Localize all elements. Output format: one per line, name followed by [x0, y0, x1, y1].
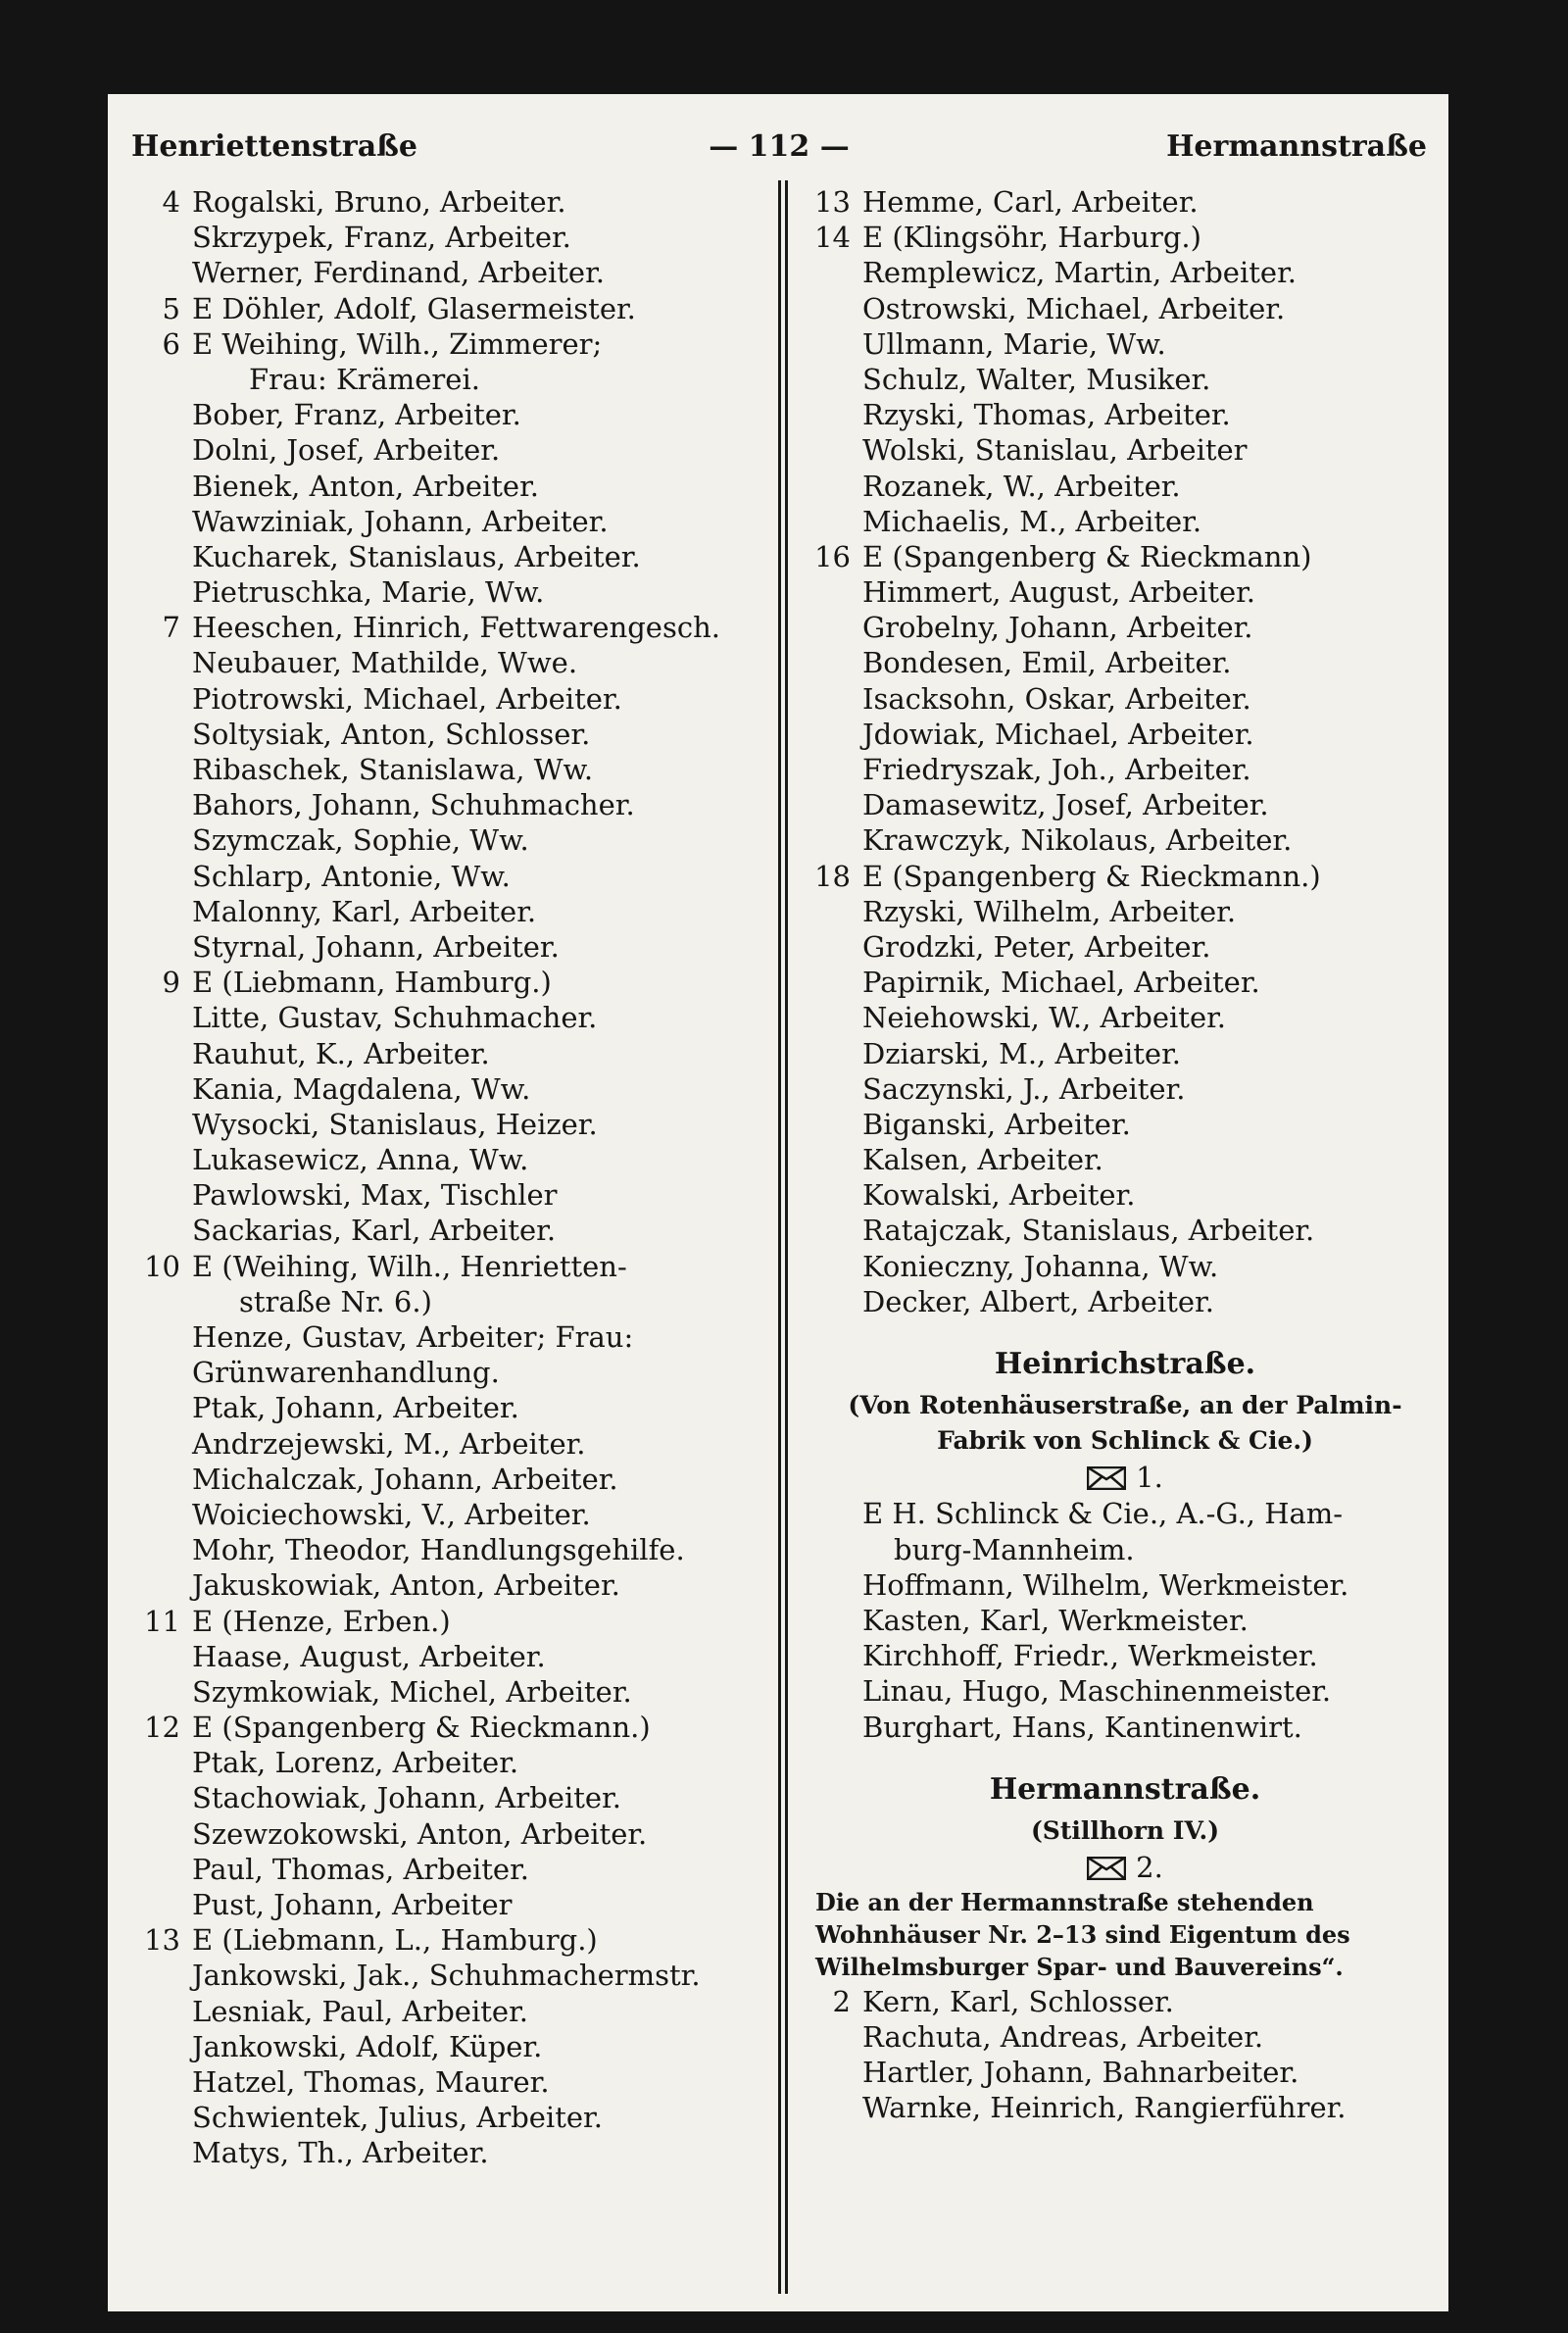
directory-entry	[123, 1710, 770, 1745]
directory-entry	[123, 362, 770, 397]
resident-text: Styrnal, Johann, Arbeiter.	[192, 929, 560, 964]
directory-entry	[123, 1639, 770, 1674]
directory-entry	[811, 1036, 1439, 1071]
resident-text: Ullmann, Marie, Ww.	[862, 326, 1166, 361]
directory-entry	[811, 1284, 1439, 1319]
directory-entry	[811, 574, 1439, 610]
directory-entry	[811, 397, 1439, 432]
resident-text: Sackarias, Karl, Arbeiter.	[192, 1214, 557, 1248]
directory-entry	[811, 965, 1439, 1000]
house-number: 13	[814, 185, 851, 219]
directory-entry	[123, 1922, 770, 1958]
resident-text: Lukasewicz, Anna, Ww.	[192, 1143, 529, 1177]
resident-text: Litte, Gustav, Schuhmacher.	[192, 1001, 598, 1035]
envelope-icon	[1087, 1857, 1126, 1880]
resident-text: Rauhut, K., Arbeiter.	[192, 1036, 490, 1070]
hermann-postal-district: 2.	[811, 1849, 1439, 1886]
directory-entry	[811, 469, 1439, 504]
directory-entry	[811, 362, 1439, 397]
directory-entry	[811, 1249, 1439, 1284]
resident-text: Kania, Magdalena, Ww.	[192, 1071, 531, 1106]
directory-entry	[123, 681, 770, 717]
directory-entry	[811, 504, 1439, 539]
directory-entry	[811, 1107, 1439, 1142]
house-number: 2	[832, 1984, 851, 2018]
resident-text: Rzyski, Thomas, Arbeiter.	[862, 398, 1231, 432]
resident-text: Ptak, Lorenz, Arbeiter.	[192, 1746, 519, 1780]
resident-text: Grobelny, Johann, Arbeiter.	[862, 611, 1253, 645]
resident-text: Hemme, Carl, Arbeiter.	[862, 185, 1199, 219]
house-number: 4	[162, 185, 180, 219]
resident-text: E (Spangenberg & Rieckmann)	[862, 539, 1312, 573]
resident-text: Papirnik, Michael, Arbeiter.	[862, 966, 1260, 1000]
resident-text: E (Liebmann, L., Hamburg.)	[192, 1923, 598, 1958]
directory-entry	[123, 1319, 770, 1355]
resident-text: E (Spangenberg & Rieckmann.)	[862, 859, 1321, 893]
directory-entry	[123, 1177, 770, 1213]
directory-entry	[123, 574, 770, 610]
house-number: 12	[144, 1711, 180, 1745]
resident-text: Michaelis, M., Arbeiter.	[862, 504, 1202, 538]
resident-text: Konieczny, Johanna, Ww.	[862, 1249, 1219, 1283]
directory-entry	[811, 822, 1439, 858]
resident-text: Kasten, Karl, Werkmeister.	[862, 1603, 1249, 1637]
resident-text: Henze, Gustav, Arbeiter; Frau:	[192, 1320, 634, 1354]
directory-entry	[811, 326, 1439, 362]
directory-entry	[811, 752, 1439, 787]
directory-entry	[811, 859, 1439, 894]
header-street-left: Henriettenstraße	[131, 129, 418, 164]
directory-entry	[811, 681, 1439, 717]
directory-entry	[123, 894, 770, 929]
resident-text: Pietruschka, Marie, Ww.	[192, 575, 545, 610]
directory-entry	[811, 2090, 1439, 2125]
directory-entry	[123, 752, 770, 787]
directory-entry	[123, 1462, 770, 1497]
resident-text: Himmert, August, Arbeiter.	[862, 575, 1256, 610]
page-number: — 112 —	[709, 129, 850, 164]
directory-entry	[123, 929, 770, 965]
directory-entry	[811, 610, 1439, 645]
hermann-heading: Hermannstraße.	[989, 1771, 1261, 1807]
directory-entry	[123, 469, 770, 504]
resident-text: Rogalski, Bruno, Arbeiter.	[192, 185, 566, 219]
resident-text: Saczynski, J., Arbeiter.	[862, 1071, 1186, 1106]
resident-text: Rozanek, W., Arbeiter.	[862, 469, 1181, 503]
resident-text: Wysocki, Stanislaus, Heizer.	[192, 1107, 598, 1141]
resident-text: Rzyski, Wilhelm, Arbeiter.	[862, 894, 1237, 928]
heinrich-postal-district: 1.	[811, 1459, 1439, 1496]
directory-entry	[811, 1567, 1439, 1603]
resident-text: Wolski, Stanislau, Arbeiter	[862, 433, 1248, 468]
resident-text: Burghart, Hans, Kantinenwirt.	[862, 1710, 1302, 1744]
resident-text: Frau: Krämerei.	[249, 362, 480, 396]
resident-text: Biganski, Arbeiter.	[862, 1107, 1131, 1141]
directory-entry	[811, 1673, 1439, 1709]
directory-entry	[123, 859, 770, 894]
directory-entry	[123, 1497, 770, 1532]
resident-text: Andrzejewski, M., Arbeiter.	[192, 1426, 586, 1461]
resident-text: Woiciechowski, V., Arbeiter.	[192, 1497, 591, 1531]
resident-text: Jankowski, Adolf, Küper.	[192, 2029, 543, 2063]
resident-text: Warnke, Heinrich, Rangierführer.	[862, 2091, 1347, 2125]
house-number: 16	[814, 539, 851, 573]
directory-entry	[123, 645, 770, 680]
resident-text: Pawlowski, Max, Tischler	[192, 1178, 558, 1213]
left-column	[123, 184, 770, 2171]
resident-text: Hartler, Johann, Bahnarbeiter.	[862, 2056, 1299, 2090]
directory-entry	[811, 432, 1439, 468]
directory-entry	[123, 1249, 770, 1284]
column-divider	[778, 180, 788, 2294]
directory-entry	[123, 326, 770, 362]
directory-entry	[123, 1852, 770, 1887]
directory-entry	[123, 1107, 770, 1142]
directory-entry	[123, 1036, 770, 1071]
directory-entry	[123, 184, 770, 220]
resident-text: Szymkowiak, Michel, Arbeiter.	[192, 1674, 632, 1709]
house-number: 6	[162, 326, 180, 361]
resident-text: Jdowiak, Michael, Arbeiter.	[862, 717, 1254, 751]
directory-entry	[811, 1177, 1439, 1213]
resident-text: Szymczak, Sophie, Ww.	[192, 823, 529, 858]
resident-text: burg-Mannheim.	[894, 1532, 1135, 1566]
resident-text: Neiehowski, W., Arbeiter.	[862, 1001, 1227, 1035]
resident-text: E (Spangenberg & Rieckmann.)	[192, 1711, 651, 1745]
resident-text: Soltysiak, Anton, Schlosser.	[192, 717, 591, 751]
resident-text: Decker, Albert, Arbeiter.	[862, 1284, 1214, 1318]
directory-entry	[123, 787, 770, 822]
heinrich-heading: Heinrichstraße.	[994, 1347, 1256, 1381]
directory-entry	[811, 929, 1439, 965]
directory-entry	[811, 1603, 1439, 1638]
directory-entry	[123, 2135, 770, 2170]
directory-entry	[123, 539, 770, 574]
directory-entry	[811, 255, 1439, 290]
directory-entry	[123, 1887, 770, 1922]
directory-entry	[811, 645, 1439, 680]
resident-text: Heeschen, Hinrich, Fettwarengesch.	[192, 611, 720, 645]
house-number: 18	[814, 859, 851, 893]
directory-entry	[123, 504, 770, 539]
resident-text: Matys, Th., Arbeiter.	[192, 2136, 489, 2170]
resident-text: E (Henze, Erben.)	[192, 1604, 451, 1638]
directory-entry	[811, 717, 1439, 752]
directory-entry	[123, 1745, 770, 1780]
resident-text: Grodzki, Peter, Arbeiter.	[862, 929, 1211, 964]
directory-entry	[123, 965, 770, 1000]
document-page	[108, 94, 1448, 2311]
directory-entry	[123, 291, 770, 326]
resident-text: Bondesen, Emil, Arbeiter.	[862, 646, 1232, 680]
directory-entry	[123, 397, 770, 432]
resident-text: Remplewicz, Martin, Arbeiter.	[862, 256, 1297, 290]
resident-text: Ratajczak, Stanislaus, Arbeiter.	[862, 1214, 1315, 1248]
directory-entry	[123, 432, 770, 468]
resident-text: Malonny, Karl, Arbeiter.	[192, 894, 537, 928]
directory-entry	[811, 2055, 1439, 2090]
heinrich-subtitle-1: (Von Rotenhäuserstraße, an der Palmin-	[848, 1391, 1402, 1419]
resident-text: Hatzel, Thomas, Maurer.	[192, 2064, 550, 2099]
resident-text: Mohr, Theodor, Handlungsgehilfe.	[192, 1533, 685, 1567]
house-number: 9	[162, 966, 180, 1000]
directory-entry	[811, 220, 1439, 255]
directory-entry	[811, 1000, 1439, 1035]
resident-text: Stachowiak, Johann, Arbeiter.	[192, 1781, 621, 1815]
resident-text: straße Nr. 6.)	[239, 1284, 432, 1318]
directory-entry	[123, 1532, 770, 1567]
right-top-entries	[811, 184, 1439, 1319]
resident-text: Schulz, Walter, Musiker.	[862, 362, 1211, 396]
directory-entry	[811, 184, 1439, 220]
resident-text: Kirchhoff, Friedr., Werkmeister.	[862, 1639, 1318, 1673]
heinrich-entries	[811, 1496, 1439, 1744]
heinrich-subtitle-2: Fabrik von Schlinck & Cie.)	[937, 1426, 1313, 1456]
resident-text: Damasewitz, Josef, Arbeiter.	[862, 788, 1269, 822]
hermann-subtitle: (Stillhorn IV.)	[1030, 1815, 1220, 1845]
directory-entry	[123, 717, 770, 752]
resident-text: Schwientek, Julius, Arbeiter.	[192, 2101, 603, 2135]
directory-entry	[123, 1816, 770, 1852]
directory-entry	[123, 1142, 770, 1177]
directory-entry	[123, 1000, 770, 1035]
house-number: 14	[814, 221, 851, 255]
directory-entry	[123, 1071, 770, 1107]
directory-entry	[123, 1604, 770, 1639]
resident-text: E H. Schlinck & Cie., A.-G., Ham-	[862, 1497, 1344, 1531]
resident-text: Ptak, Johann, Arbeiter.	[192, 1391, 519, 1425]
resident-text: Skrzypek, Franz, Arbeiter.	[192, 221, 571, 255]
directory-entry	[811, 1142, 1439, 1177]
directory-entry	[811, 1984, 1439, 2019]
resident-text: Dolni, Josef, Arbeiter.	[192, 433, 501, 468]
directory-entry	[811, 1071, 1439, 1107]
resident-text: Werner, Ferdinand, Arbeiter.	[192, 256, 605, 290]
directory-entry	[123, 1390, 770, 1425]
directory-entry	[123, 1567, 770, 1603]
resident-text: E Weihing, Wilh., Zimmerer;	[192, 326, 603, 361]
resident-text: Neubauer, Mathilde, Wwe.	[192, 646, 578, 680]
directory-entry	[123, 2100, 770, 2135]
resident-text: Paul, Thomas, Arbeiter.	[192, 1852, 529, 1886]
directory-entry	[123, 610, 770, 645]
directory-entry	[811, 1710, 1439, 1745]
directory-entry	[123, 255, 770, 290]
resident-text: Friedryszak, Joh., Arbeiter.	[862, 753, 1251, 786]
resident-text: Haase, August, Arbeiter.	[192, 1639, 546, 1673]
resident-text: E (Liebmann, Hamburg.)	[192, 966, 552, 1000]
resident-text: Bober, Franz, Arbeiter.	[192, 398, 521, 432]
resident-text: Dziarski, M., Arbeiter.	[862, 1036, 1181, 1070]
resident-text: Bahors, Johann, Schuhmacher.	[192, 788, 635, 822]
resident-text: Michalczak, Johann, Arbeiter.	[192, 1462, 618, 1496]
house-number: 5	[162, 291, 180, 325]
directory-entry	[811, 787, 1439, 822]
envelope-icon	[1087, 1466, 1126, 1490]
house-number: 11	[144, 1604, 180, 1638]
resident-text: Kowalski, Arbeiter.	[862, 1178, 1136, 1213]
directory-entry	[123, 2064, 770, 2100]
directory-entry	[123, 1284, 770, 1319]
resident-text: Rachuta, Andreas, Arbeiter.	[862, 2020, 1264, 2055]
right-column	[811, 184, 1439, 2126]
house-number: 7	[162, 611, 180, 645]
directory-entry	[123, 1355, 770, 1390]
resident-text: Wawziniak, Johann, Arbeiter.	[192, 504, 609, 538]
resident-text: Hoffmann, Wilhelm, Werkmeister.	[862, 1567, 1349, 1602]
resident-text: E (Weihing, Wilh., Henrietten-	[192, 1249, 627, 1283]
directory-entry	[123, 2029, 770, 2064]
directory-entry	[811, 894, 1439, 929]
resident-text: Kalsen, Arbeiter.	[862, 1143, 1103, 1177]
resident-text: E (Klingsöhr, Harburg.)	[862, 221, 1201, 255]
house-number: 10	[144, 1249, 180, 1283]
house-number: 13	[144, 1923, 180, 1958]
directory-entry	[123, 1994, 770, 2029]
hermann-entries	[811, 1984, 1439, 2126]
resident-text: Schlarp, Antonie, Ww.	[192, 859, 511, 893]
directory-entry	[811, 1638, 1439, 1673]
directory-entry	[123, 1780, 770, 1815]
resident-text: Jankowski, Jak., Schuhmachermstr.	[192, 1959, 701, 1993]
resident-text: Grünwarenhandlung.	[192, 1356, 500, 1390]
resident-text: Kucharek, Stanislaus, Arbeiter.	[192, 539, 641, 573]
resident-text: Szewzokowski, Anton, Arbeiter.	[192, 1816, 648, 1851]
page-header	[131, 129, 1427, 176]
directory-entry	[123, 1674, 770, 1710]
resident-text: E Döhler, Adolf, Glasermeister.	[192, 291, 636, 325]
directory-entry	[811, 1532, 1439, 1567]
resident-text: Krawczyk, Nikolaus, Arbeiter.	[862, 823, 1293, 858]
directory-entry	[811, 1496, 1439, 1531]
resident-text: Lesniak, Paul, Arbeiter.	[192, 1994, 528, 2028]
directory-entry	[123, 220, 770, 255]
directory-entry	[811, 539, 1439, 574]
resident-text: Pust, Johann, Arbeiter	[192, 1888, 513, 1921]
directory-entry	[123, 1426, 770, 1462]
directory-entry	[811, 291, 1439, 326]
resident-text: Piotrowski, Michael, Arbeiter.	[192, 681, 622, 716]
header-street-right: Hermannstraße	[1166, 129, 1427, 164]
directory-entry	[123, 1213, 770, 1248]
directory-entry	[811, 2019, 1439, 2055]
resident-text: Ribaschek, Stanislawa, Ww.	[192, 753, 594, 786]
resident-text: Jakuskowiak, Anton, Arbeiter.	[192, 1568, 620, 1603]
directory-entry	[123, 822, 770, 858]
directory-entry	[123, 1958, 770, 1993]
resident-text: Ostrowski, Michael, Arbeiter.	[862, 291, 1286, 325]
resident-text: Linau, Hugo, Maschinenmeister.	[862, 1674, 1332, 1709]
resident-text: Kern, Karl, Schlosser.	[862, 1984, 1174, 2018]
directory-entry	[811, 1213, 1439, 1248]
resident-text: Isacksohn, Oskar, Arbeiter.	[862, 681, 1251, 716]
resident-text: Bienek, Anton, Arbeiter.	[192, 469, 539, 503]
hermann-ownership-notice: Die an der Hermannstraße stehenden Wohnhäuser Nr. 2–13 sind Eigentum des Wilhelmsburger Spar- und Bauvereins“.	[815, 1887, 1350, 1981]
